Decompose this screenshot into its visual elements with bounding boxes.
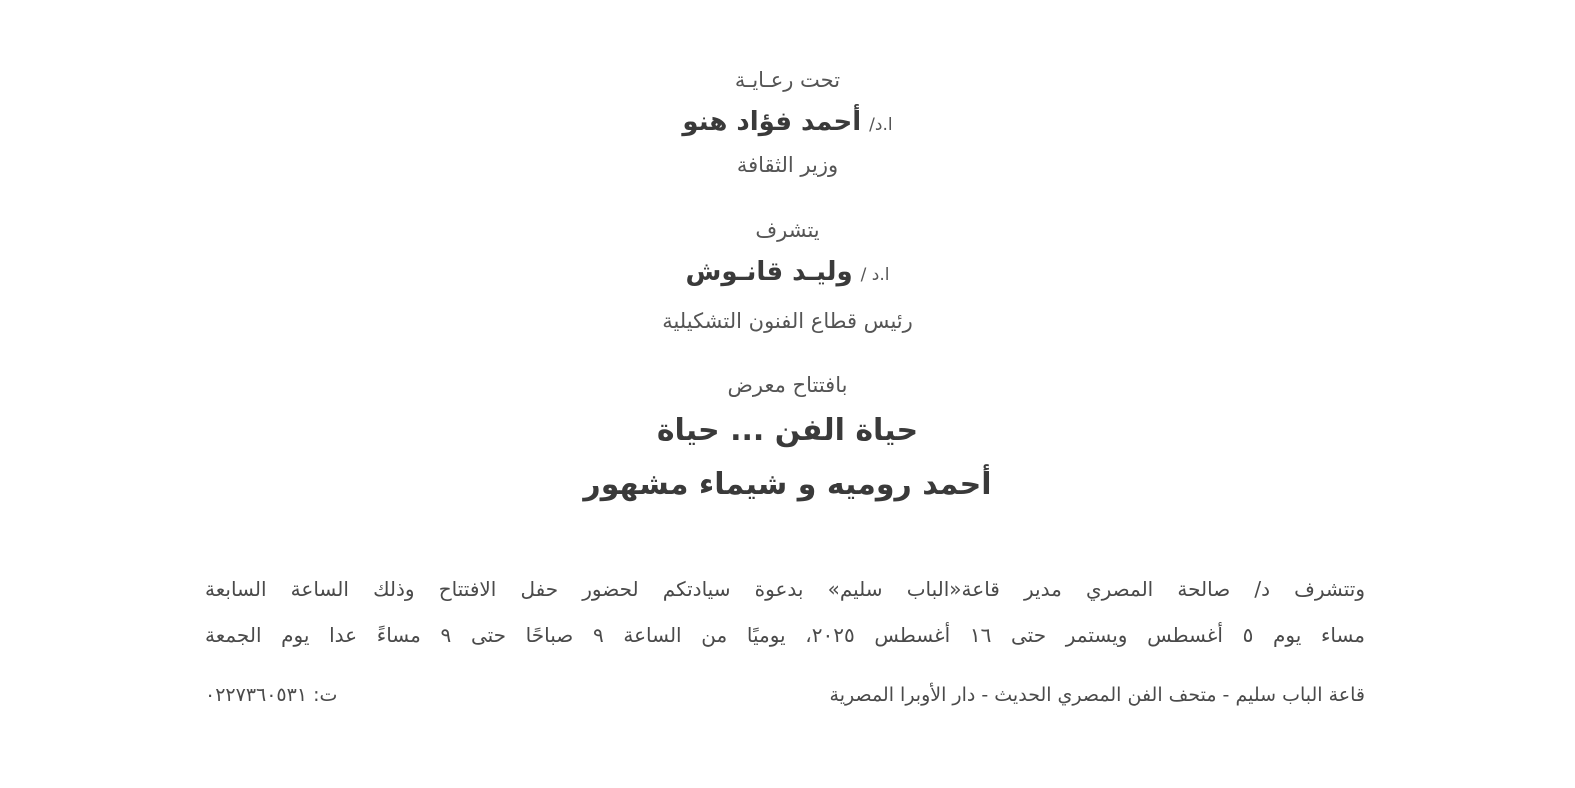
host-line — [0, 259, 1575, 285]
invitation-text-line-2: مساء يوم ٥ أغسطس ويستمر حتى ١٦ أغسطس ٢٠٢٥، يوميًا من الساعة ٩ صباحًا حتى ٩ مساءً عدا يوم الجمعة — [205, 623, 1365, 647]
exhibition-title: حياة الفن ... حياة — [656, 413, 919, 448]
patron-name: أحمد فؤاد هنو — [682, 107, 862, 137]
patronage-label: تحت رعـايـة — [734, 68, 841, 92]
phone-number: ت: ٠٢٢٧٣٦٠٥٣١ — [205, 684, 338, 706]
host-label: يتشرف — [755, 218, 820, 242]
invitation-text-line-1: وتتشرف د/ صالحة المصري مدير قاعة«الباب سليم» بدعوة سيادتكم لحضور حفل الافتتاح وذلك الساعة السابعة — [205, 577, 1365, 601]
exhibition-label: بافتتاح معرض — [727, 373, 848, 397]
venue-address: قاعة الباب سليم - متحف الفن المصري الحديث - دار الأوبرا المصرية — [829, 684, 1365, 706]
host-title-prefix: ا.د / — [860, 265, 890, 285]
footer — [205, 686, 1365, 710]
host-name: وليـد قانـوش — [685, 257, 853, 287]
exhibition-artists: أحمد روميه و شيماء مشهور — [583, 467, 992, 502]
patron-title-prefix: ا.د/ — [869, 115, 893, 135]
patron-role: وزير الثقافة — [736, 153, 839, 177]
host-role: رئيس قطاع الفنون التشكيلية — [662, 309, 913, 333]
patron-line — [0, 109, 1575, 135]
